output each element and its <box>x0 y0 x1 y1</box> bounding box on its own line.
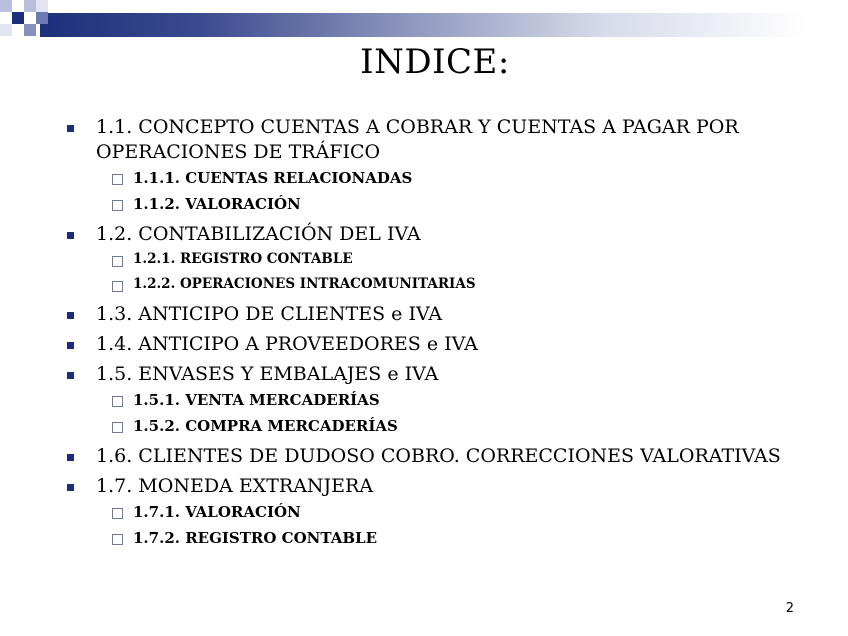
index-item <box>65 332 825 357</box>
hollow-square-bullet-icon <box>112 174 123 185</box>
page-number: 2 <box>785 601 794 616</box>
index-subitem <box>65 413 825 439</box>
top-decorative-band <box>0 0 848 42</box>
deco-square <box>0 24 12 36</box>
square-bullet-icon <box>67 125 74 132</box>
hollow-square-bullet-icon <box>112 422 123 433</box>
index-subitem <box>65 247 825 272</box>
gradient-bar <box>40 13 848 37</box>
hollow-square-bullet-icon <box>112 534 123 545</box>
index-subitem <box>65 499 825 525</box>
hollow-square-bullet-icon <box>112 281 123 292</box>
index-item <box>65 222 825 247</box>
index-item <box>65 444 825 469</box>
index-item-label: 1.1. CONCEPTO CUENTAS A COBRAR Y CUENTAS A PAGAR POR OPERACIONES DE TRÁFICO <box>96 116 739 163</box>
square-bullet-icon <box>67 342 74 349</box>
deco-square <box>24 0 36 12</box>
index-item-label: 1.4. ANTICIPO A PROVEEDORES e IVA <box>96 333 478 355</box>
index-item-label: 1.7. MONEDA EXTRANJERA <box>96 475 374 497</box>
index-subitem-label: 1.5.1. VENTA MERCADERÍAS <box>133 391 380 409</box>
hollow-square-bullet-icon <box>112 508 123 519</box>
square-bullet-icon <box>67 372 74 379</box>
index-subitem <box>65 272 825 297</box>
square-bullet-icon <box>67 232 74 239</box>
square-bullet-icon <box>67 484 74 491</box>
index-subitem-label: 1.5.2. COMPRA MERCADERÍAS <box>133 417 398 435</box>
hollow-square-bullet-icon <box>112 256 123 267</box>
index-subitem-label: 1.7.2. REGISTRO CONTABLE <box>133 529 378 547</box>
deco-square <box>36 12 48 24</box>
deco-square <box>36 0 48 12</box>
index-subitem <box>65 165 825 191</box>
index-subitem <box>65 387 825 413</box>
deco-square <box>12 12 24 24</box>
index-item <box>65 115 825 165</box>
index-item <box>65 302 825 327</box>
index-subitem-label: 1.2.2. OPERACIONES INTRACOMUNITARIAS <box>133 276 476 292</box>
square-bullet-icon <box>67 312 74 319</box>
deco-square <box>0 0 12 12</box>
index-subitem-label: 1.1.2. VALORACIÓN <box>133 195 301 213</box>
index-subitem-label: 1.7.1. VALORACIÓN <box>133 503 301 521</box>
index-item <box>65 362 825 387</box>
index-item-label: 1.6. CLIENTES DE DUDOSO COBRO. CORRECCIONES VALORATIVAS <box>96 445 781 467</box>
index-subitem <box>65 191 825 217</box>
index-item-label: 1.2. CONTABILIZACIÓN DEL IVA <box>96 223 421 245</box>
index-subitem-label: 1.1.1. CUENTAS RELACIONADAS <box>133 169 413 187</box>
index-list <box>65 110 825 551</box>
index-subitem-label: 1.2.1. REGISTRO CONTABLE <box>133 251 353 267</box>
deco-square <box>24 24 36 36</box>
slide-title: INDICE: <box>360 42 510 82</box>
index-item <box>65 474 825 499</box>
hollow-square-bullet-icon <box>112 396 123 407</box>
index-item-label: 1.3. ANTICIPO DE CLIENTES e IVA <box>96 303 443 325</box>
hollow-square-bullet-icon <box>112 200 123 211</box>
index-item-label: 1.5. ENVASES Y EMBALAJES e IVA <box>96 363 439 385</box>
index-subitem <box>65 525 825 551</box>
square-bullet-icon <box>67 454 74 461</box>
